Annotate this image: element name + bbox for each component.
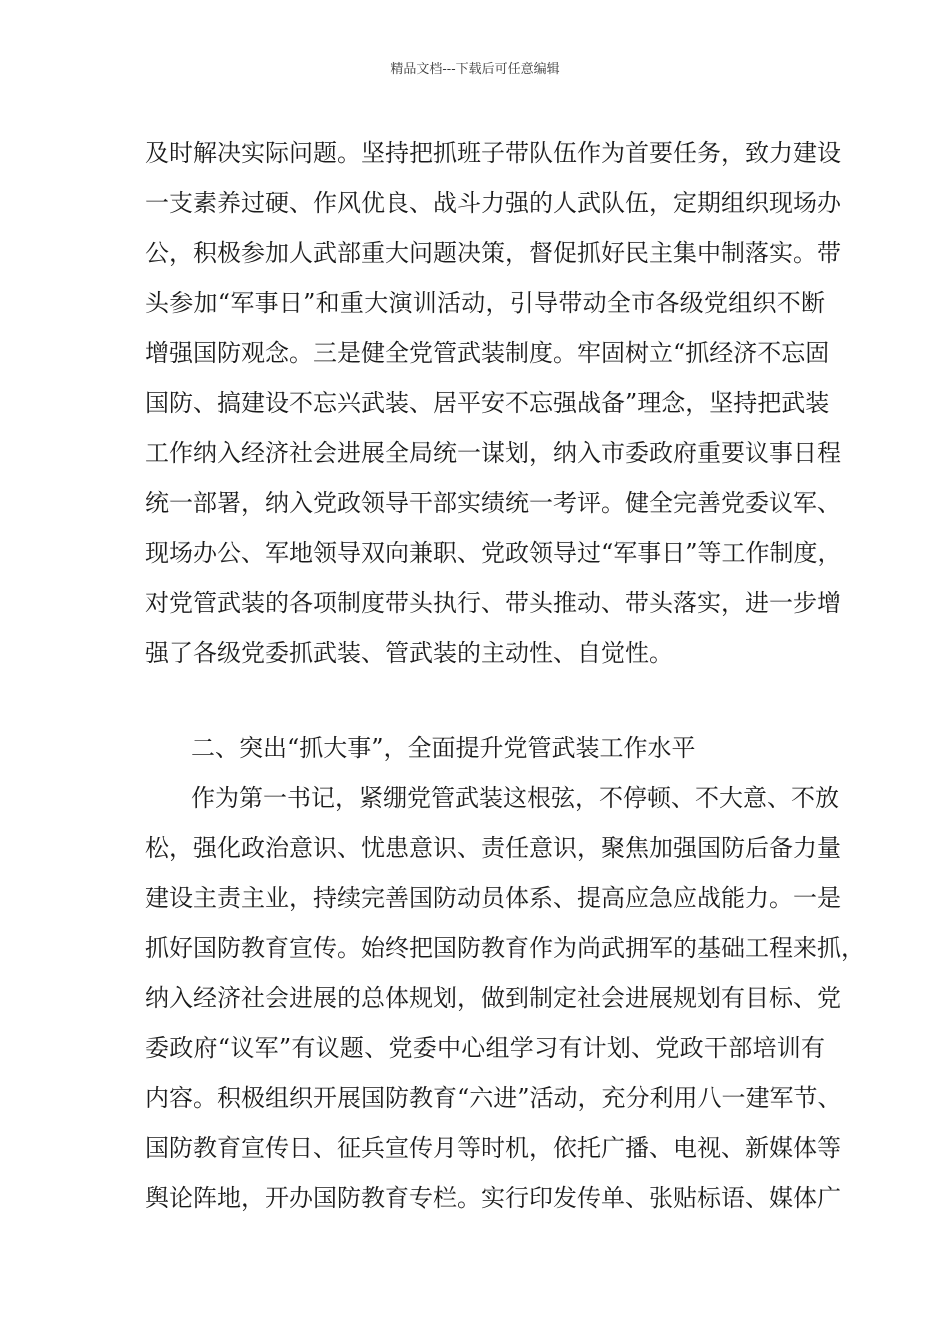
paragraph-line: 委政府“议军”有议题、党委中心组学习有计划、党政干部培训有 xyxy=(145,1034,825,1062)
paragraph-line: 及时解决实际问题。坚持把抓班子带队伍作为首要任务，致力建设 xyxy=(145,139,841,167)
paragraph-line: 一支素养过硬、作风优良、战斗力强的人武队伍，定期组织现场办 xyxy=(145,189,841,217)
paragraph-line: 国防、搞建设不忘兴武装、居平安不忘强战备”理念，坚持把武装 xyxy=(145,389,830,417)
paragraph-line: 松，强化政治意识、忧患意识、责任意识，聚焦加强国防后备力量 xyxy=(145,834,841,862)
section-heading: 二、突出“抓大事”，全面提升党管武装工作水平 xyxy=(191,734,696,762)
paragraph-line: 头参加“军事日”和重大演训活动，引导带动全市各级党组织不断 xyxy=(145,289,825,317)
paragraph-line: 公，积极参加人武部重大问题决策，督促抓好民主集中制落实。带 xyxy=(145,239,841,267)
paragraph-line: 建设主责主业，持续完善国防动员体系、提高应急应战能力。一是 xyxy=(145,884,841,912)
paragraph-line: 内容。积极组织开展国防教育“六进”活动，充分利用八一建军节、 xyxy=(145,1084,842,1112)
paragraph-line: 舆论阵地，开办国防教育专栏。实行印发传单、张贴标语、媒体广 xyxy=(145,1184,841,1212)
page-header: 精品文档---下载后可任意编辑 xyxy=(390,62,560,77)
paragraph-line: 增强国防观念。三是健全党管武装制度。牢固树立“抓经济不忘固 xyxy=(145,339,830,367)
paragraph-line: 工作纳入经济社会进展全局统一谋划，纳入市委政府重要议事日程 xyxy=(145,439,841,467)
paragraph-line: 作为第一书记，紧绷党管武装这根弦，不停顿、不大意、不放 xyxy=(191,784,839,812)
paragraph-line: 统一部署，纳入党政领导干部实绩统一考评。健全完善党委议军、 xyxy=(145,489,841,517)
paragraph-line: 纳入经济社会进展的总体规划，做到制定社会进展规划有目标、党 xyxy=(145,984,841,1012)
paragraph-line: 强了各级党委抓武装、管武装的主动性、自觉性。 xyxy=(145,639,673,667)
paragraph-line: 对党管武装的各项制度带头执行、带头推动、带头落实，进一步增 xyxy=(145,589,841,617)
paragraph-line: 现场办公、军地领导双向兼职、党政领导过“军事日”等工作制度， xyxy=(145,539,842,567)
paragraph-line: 国防教育宣传日、征兵宣传月等时机，依托广播、电视、新媒体等 xyxy=(145,1134,841,1162)
paragraph-line: 抓好国防教育宣传。始终把国防教育作为尚武拥军的基础工程来抓， xyxy=(145,934,865,962)
